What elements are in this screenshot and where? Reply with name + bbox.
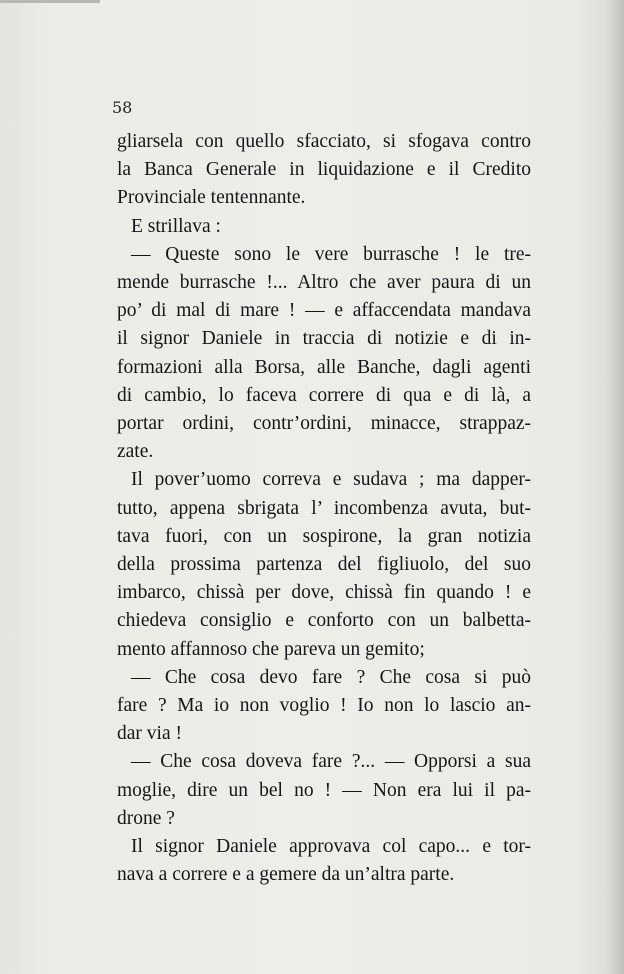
text-line: — Che cosa doveva fare ?... — Opporsi a sua — [131, 751, 531, 773]
page-binding-shadow — [606, 0, 624, 974]
text-line: E strillava : — [131, 215, 221, 237]
text-line: zate. — [117, 441, 154, 463]
text-line: Il pover’uomo correva e sudava ; ma dapper- — [131, 469, 531, 491]
text-line: tava fuori, con un sospirone, la gran notizia — [117, 525, 531, 547]
text-line: moglie, dire un bel no ! — Non era lui il pa- — [117, 779, 531, 801]
text-line: mende burrasche !... Altro che aver paura di un — [117, 272, 531, 294]
text-line: portar ordini, contr’ordini, minacce, strappaz- — [117, 413, 531, 435]
text-line: della prossima partenza del figliuolo, del suo — [117, 554, 531, 576]
text-line: formazioni alla Borsa, alle Banche, dagli agenti — [117, 356, 531, 378]
text-line: Il signor Daniele approvava col capo... e tor- — [131, 836, 531, 858]
page-top-edge — [0, 0, 100, 3]
text-line: di cambio, lo faceva correre di qua e di là, a — [117, 384, 531, 406]
text-line: fare ? Ma io non voglio ! Io non lo lascio an- — [117, 695, 531, 717]
text-line: — Che cosa devo fare ? Che cosa si può — [131, 666, 531, 688]
text-line: nava a correre e a gemere da un’altra parte. — [117, 864, 455, 886]
text-line: la Banca Generale in liquidazione e il Credito — [117, 159, 531, 181]
text-line: — Queste sono le vere burrasche ! le tre- — [131, 243, 531, 265]
text-line: il signor Daniele in traccia di notizie e di in- — [117, 328, 531, 350]
text-line: drone ? — [117, 807, 175, 829]
text-line: tutto, appena sbrigata l’ incombenza avuta, but- — [117, 497, 531, 519]
text-line: imbarco, chissà per dove, chissà fin quando ! e — [117, 582, 531, 604]
text-line: chiedeva consiglio e conforto con un balbetta- — [117, 610, 531, 632]
text-line: gliarsela con quello sfacciato, si sfogava contro — [117, 131, 531, 152]
text-line: po’ di mal di mare ! — e affaccendata mandava — [117, 300, 531, 322]
body-text — [117, 128, 531, 889]
text-line: mento affannoso che pareva un gemito; — [117, 638, 425, 660]
text-line: Provinciale tentennante. — [117, 187, 306, 209]
text-line: dar via ! — [117, 723, 182, 745]
page-number: 58 — [112, 98, 133, 117]
